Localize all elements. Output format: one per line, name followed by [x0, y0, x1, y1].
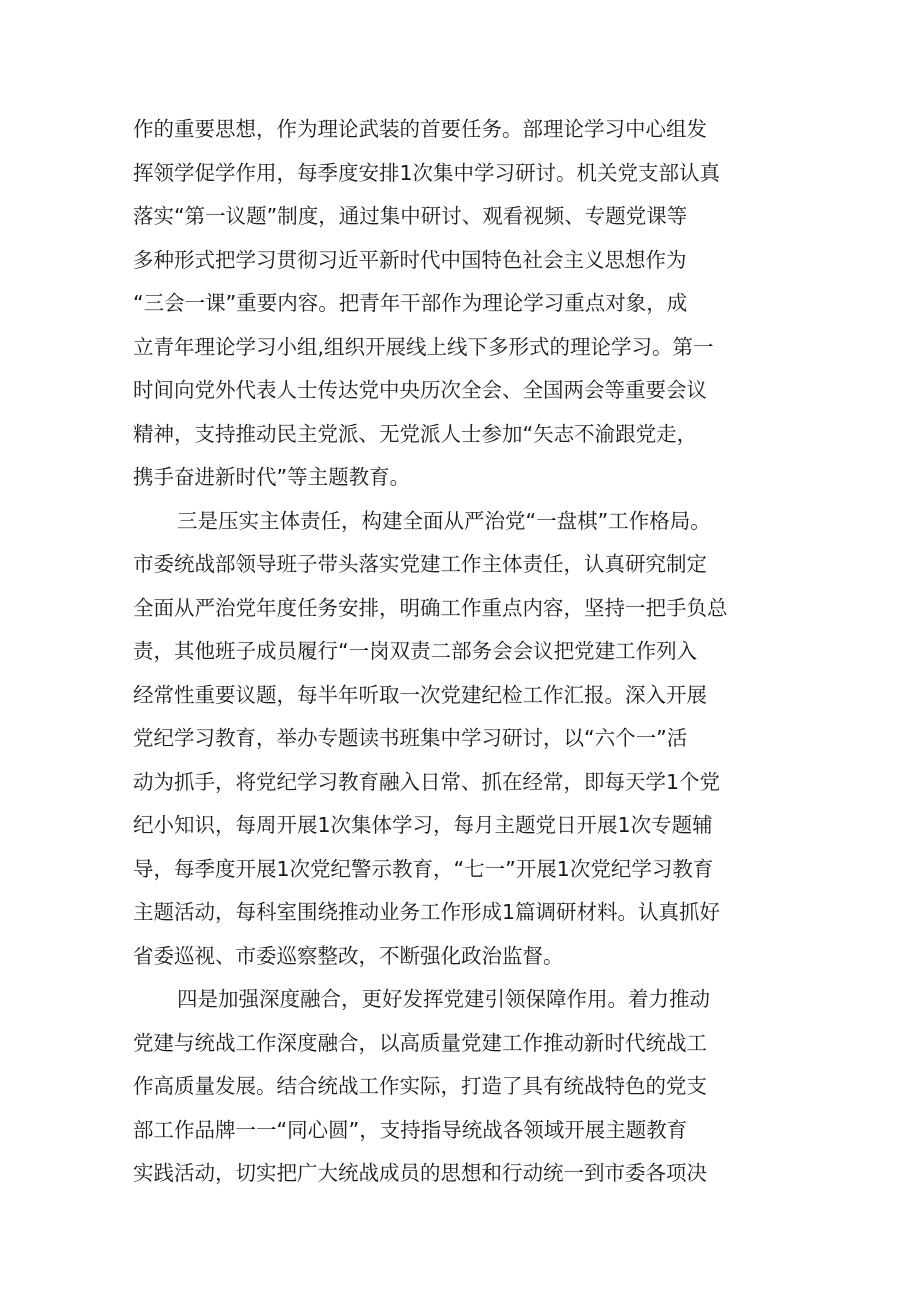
text-line: 多种形式把学习贯彻习近平新时代中国特色社会主义思想作为	[133, 247, 687, 272]
text-line: 三是压实主体责任，构建全面从严治党“一盘棋”工作格局。	[177, 508, 711, 533]
text-line: 省委巡视、市委巡察整改，不断强化政治监督。	[133, 943, 564, 968]
text-line: 作的重要思想，作为理论武装的首要任务。部理论学习中心组发	[133, 117, 707, 141]
text-line: 党纪学习教育，举办专题读书班集中学习研讨，以“六个一”活	[133, 726, 688, 750]
text-line: 责，其他班子成员履行“一岗双责二部务会会议把党建工作列入	[133, 639, 698, 663]
text-line: 四是加强深度融合，更好发挥党建引领保障作用。着力推动	[177, 987, 710, 1011]
text-line: 实践活动，切实把广大统战成员的思想和行动统一到市委各项决	[133, 1161, 707, 1185]
text-line: 部工作品牌一一“同心圆”，支持指导统战各领域开展主题教育	[133, 1117, 688, 1142]
text-line: 精神，支持推动民主党派、无党派人士参加“矢志不渝跟党走，	[133, 421, 698, 446]
text-line: 经常性重要议题，每半年听取一次党建纪检工作汇报。深入开展	[133, 682, 707, 707]
text-line: 落实“第一议题”制度，通过集中研讨、观看视频、专题党课等	[133, 204, 688, 228]
text-line: 纪小知识，每周开展1次集体学习，每月主题党日开展1次专题辅	[133, 813, 713, 837]
text-line: 时间向党外代表人士传达党中央历次全会、全国两会等重要会议	[133, 378, 707, 402]
paragraph-2	[133, 500, 813, 979]
text-line: 动为抓手，将党纪学习教育融入日常、抓在经常，即每天学1个党	[133, 769, 721, 794]
paragraph-1	[133, 108, 813, 500]
text-line: 作高质量发展。结合统战工作实际，打造了具有统战特色的党支	[133, 1074, 707, 1098]
text-line: 全面从严治党年度任务安排，明确工作重点内容，坚持一把手负总	[133, 595, 728, 620]
text-line: 主题活动，每科室围绕推动业务工作形成1篇调研材料。认真抓好	[133, 900, 721, 924]
text-line: 立青年理论学习小组,组织开展线上线下多形式的理论学习。第一	[133, 334, 714, 359]
text-line: 党建与统战工作深度融合，以高质量党建工作推动新时代统战工	[133, 1030, 707, 1055]
text-line: 挥领学促学作用，每季度安排1次集中学习研讨。机关党支部认真	[133, 160, 721, 185]
text-line: 市委统战部领导班子带头落实党建工作主体责任，认真研究制定	[133, 552, 707, 576]
text-line: 导，每季度开展1次党纪警示教育，“七一”开展1次党纪学习教育	[133, 856, 714, 881]
text-line: “三会一课”重要内容。把青年干部作为理论学习重点对象，成	[133, 291, 688, 315]
paragraph-3	[133, 978, 813, 1196]
body-text	[133, 108, 813, 1196]
text-line: 携手奋进新时代”等主题教育。	[133, 465, 411, 489]
